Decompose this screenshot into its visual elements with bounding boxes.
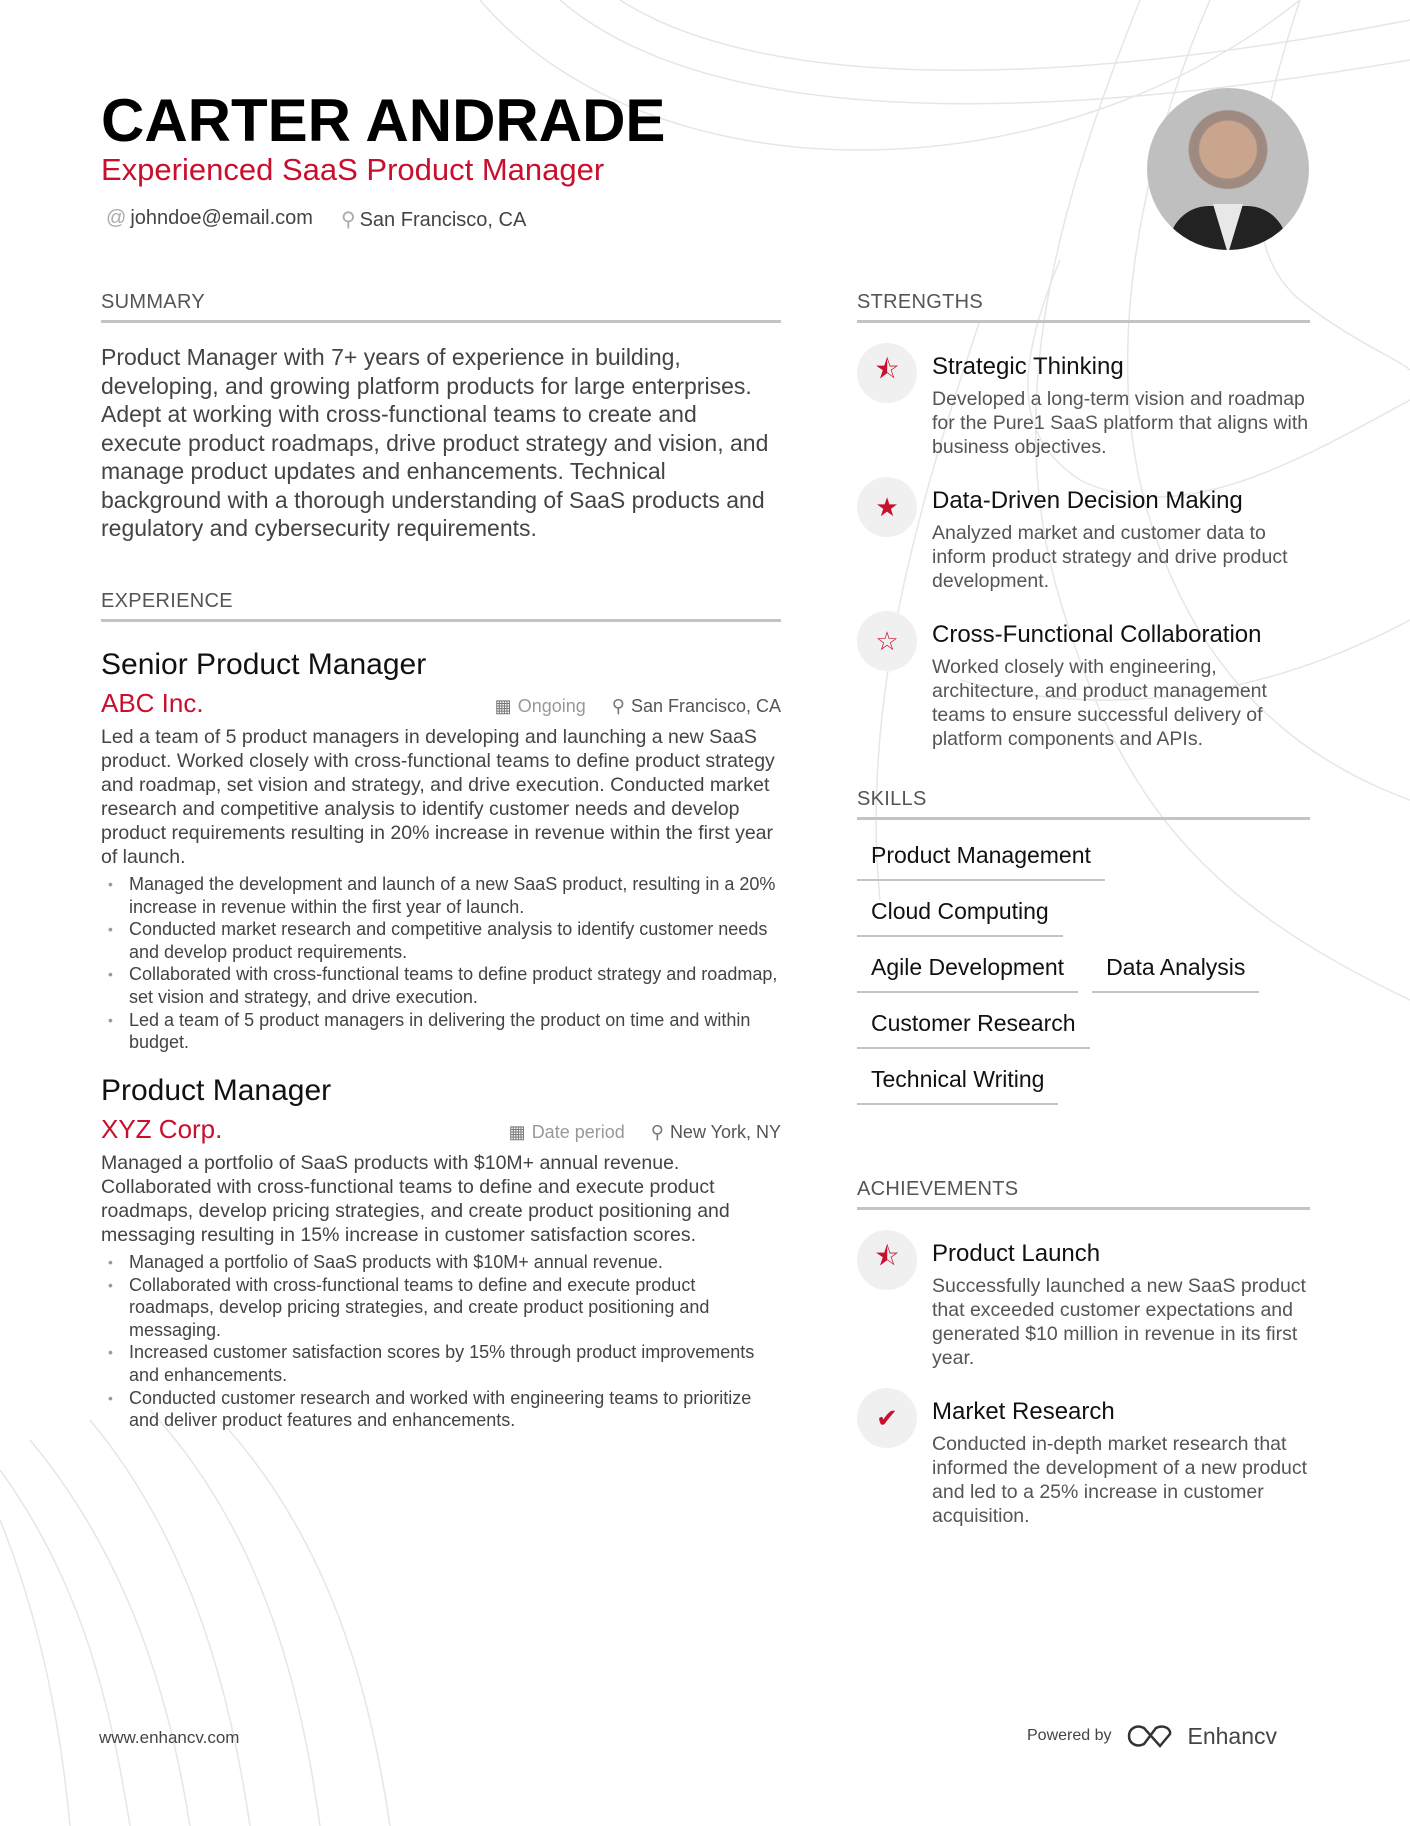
job-entry	[101, 648, 781, 1054]
job-description: Managed a portfolio of SaaS products with $10M+ annual revenue. Collaborated with cross-functional teams to define and execute product roadmaps, develop pricing strategies, and create product positioning and messaging resulting in 15% increase in customer satisfaction scores.	[101, 1152, 730, 1246]
achievement-title: Market Research	[932, 1398, 1115, 1425]
powered-by-label: Powered by	[1027, 1727, 1112, 1744]
skill-tag: Cloud Computing	[857, 892, 1063, 937]
job-date: ▦ Date period	[508, 1122, 625, 1142]
strengths-section	[857, 291, 1310, 779]
bullet-item: • Increased customer satisfaction scores by 15% through product improvements and enhancements.	[101, 1341, 781, 1386]
job-location: ⚲ New York, NY	[650, 1122, 781, 1142]
achievement-desc: Conducted in-depth market research that informed the development of a new product and led to a 25% increase in customer acquisition.	[932, 1433, 1308, 1527]
location-pin-icon: ⚲	[611, 696, 625, 716]
skill-tag: Agile Development	[857, 948, 1078, 993]
star-icon: ★	[857, 477, 917, 537]
bullet-item: • Collaborated with cross-functional teams to define product strategy and roadmap, set vision and strategy, and drive execution.	[101, 963, 781, 1008]
strength-title: Cross-Functional Collaboration	[932, 621, 1262, 648]
star-outline-icon: ☆	[857, 611, 917, 671]
strength-item	[857, 621, 1310, 751]
achievement-item	[857, 1240, 1310, 1370]
job-date: ▦ Ongoing	[494, 696, 586, 716]
email-text: johndoe@email.com	[130, 207, 313, 229]
section-heading: STRENGTHS	[857, 291, 1310, 323]
calendar-icon: ▦	[508, 1122, 526, 1142]
company-name: XYZ Corp.	[101, 1114, 223, 1144]
bullet-item: • Managed a portfolio of SaaS products with $10M+ annual revenue.	[101, 1251, 781, 1274]
summary-section	[101, 291, 781, 543]
section-heading: EXPERIENCE	[101, 590, 781, 622]
strength-desc: Analyzed market and customer data to inform product strategy and drive product development.	[932, 522, 1288, 592]
enhancv-logo-icon	[1126, 1722, 1174, 1750]
achievement-desc: Successfully launched a new SaaS product that exceeded customer expectations and generated $10 million in revenue in its first year.	[932, 1275, 1306, 1369]
check-icon: ✔	[857, 1388, 917, 1448]
candidate-name: CARTER ANDRADE	[101, 87, 666, 154]
enhancv-brand: Enhancv	[1187, 1722, 1278, 1749]
at-icon: @	[106, 207, 127, 229]
company-name: ABC Inc.	[101, 688, 204, 718]
candidate-title: Experienced SaaS Product Manager	[101, 152, 605, 187]
job-description: Led a team of 5 product managers in developing and launching a new SaaS product. Worked closely with cross-functional teams to define product strategy and roadmap, set vision and strategy, and drive execution. Conducted market research and competitive analysis to identify customer needs and develop product requirements resulting in 20% increase in revenue within the first year of launch.	[101, 726, 775, 868]
powered-by	[1027, 1722, 1277, 1750]
bullet-item: • Conducted customer research and worked with engineering teams to prioritize and deliver product features and enhancements.	[101, 1387, 781, 1432]
achievement-title: Product Launch	[932, 1240, 1101, 1267]
bullet-item: • Led a team of 5 product managers in delivering the product on time and within budget.	[101, 1009, 781, 1054]
contact-info	[106, 207, 526, 232]
strength-title: Data-Driven Decision Making	[932, 487, 1243, 514]
section-heading: ACHIEVEMENTS	[857, 1178, 1310, 1210]
strength-desc: Developed a long-term vision and roadmap for the Pure1 SaaS platform that aligns with business objectives.	[932, 388, 1309, 458]
achievement-item	[857, 1398, 1310, 1528]
email-contact[interactable]	[106, 207, 313, 232]
location-contact	[341, 207, 526, 232]
bullet-item: • Collaborated with cross-functional teams to define and execute product roadmaps, develop pricing strategies, and create product positioning and messaging.	[101, 1274, 781, 1342]
skill-tag: Data Analysis	[1092, 948, 1259, 993]
achievements-section	[857, 1178, 1310, 1556]
job-title: Product Manager	[101, 1074, 332, 1107]
strength-title: Strategic Thinking	[932, 353, 1124, 380]
location-pin-icon: ⚲	[340, 209, 356, 231]
skill-tag: Technical Writing	[857, 1060, 1058, 1105]
profile-photo	[1147, 88, 1309, 250]
location-pin-icon: ⚲	[650, 1122, 664, 1142]
half-star-icon: ⯪	[857, 343, 917, 403]
section-heading: SKILLS	[857, 788, 1310, 820]
job-location: ⚲ San Francisco, CA	[611, 696, 781, 716]
job-bullets	[101, 873, 781, 1054]
experience-section	[101, 590, 781, 1054]
strength-item	[857, 353, 1310, 459]
summary-text: Product Manager with 7+ years of experience in building, developing, and growing platform products for large enterprises. Adept at working with cross-functional teams to create and execute product roadmaps, drive product strategy and vision, and manage product updates and enhancements. Technical background with a thorough understanding of SaaS products and regulatory and cybersecurity requirements.	[101, 344, 769, 541]
bullet-item: • Managed the development and launch of a new SaaS product, resulting in a 20% increase in revenue within the first year of launch.	[101, 873, 781, 918]
skill-tag: Product Management	[857, 836, 1105, 881]
half-star-icon: ⯪	[857, 1230, 917, 1290]
location-text: San Francisco, CA	[359, 209, 527, 231]
job-bullets	[101, 1251, 781, 1432]
section-heading: SUMMARY	[101, 291, 781, 323]
strength-item	[857, 487, 1310, 593]
skills-section	[857, 788, 1310, 1116]
bullet-item: • Conducted market research and competitive analysis to identify customer needs and develop product requirements.	[101, 918, 781, 963]
calendar-icon: ▦	[494, 696, 512, 716]
website-link[interactable]: www.enhancv.com	[99, 1728, 240, 1747]
job-entry	[101, 1074, 781, 1432]
job-title: Senior Product Manager	[101, 648, 427, 681]
strength-desc: Worked closely with engineering, architecture, and product management teams to ensure successful delivery of platform components and APIs.	[932, 656, 1267, 750]
skill-tag: Customer Research	[857, 1004, 1090, 1049]
